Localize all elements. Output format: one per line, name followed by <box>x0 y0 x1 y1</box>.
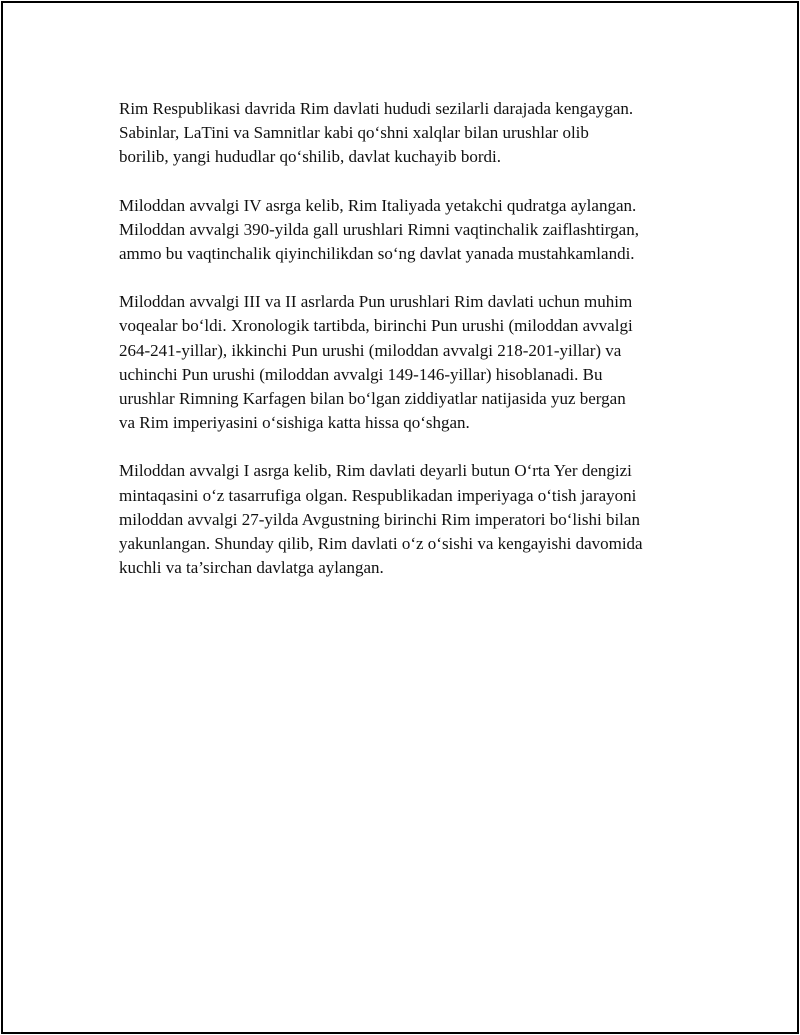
text-line: Miloddan avvalgi I asrga kelib, Rim davlati deyarli butun O‘rta Yer dengizi <box>119 461 632 481</box>
paragraph-2 <box>119 194 699 267</box>
text-line: Sabinlar, LaTini va Samnitlar kabi qo‘shni xalqlar bilan urushlar olib <box>119 123 589 143</box>
document-page <box>1 1 799 1034</box>
text-line: Miloddan avvalgi 390-yilda gall urushlari Rimni vaqtinchalik zaiflashtirgan, <box>119 219 639 239</box>
document-body <box>119 97 699 604</box>
text-line: Rim Respublikasi davrida Rim davlati hududi sezilarli darajada kengaygan. <box>119 99 634 118</box>
text-line: mintaqasini o‘z tasarrufiga olgan. Respublikadan imperiyaga o‘tish jarayoni <box>119 485 637 505</box>
paragraph-1 <box>119 97 699 170</box>
text-line: kuchli va ta’sirchan davlatga aylangan. <box>119 558 384 578</box>
text-line: miloddan avvalgi 27-yilda Avgustning birinchi Rim imperatori bo‘lishi bilan <box>119 509 640 529</box>
text-line: 264-241-yillar), ikkinchi Pun urushi (miloddan avvalgi 218-201-yillar) va <box>119 340 622 360</box>
text-line: ammo bu vaqtinchalik qiyinchilikdan so‘ng davlat yanada mustahkamlandi. <box>119 244 635 264</box>
paragraph-4 <box>119 459 699 580</box>
text-line: Miloddan avvalgi III va II asrlarda Pun urushlari Rim davlati uchun muhim <box>119 292 633 312</box>
text-line: Miloddan avvalgi IV asrga kelib, Rim Italiyada yetakchi qudratga aylangan. <box>119 195 637 215</box>
text-line: yakunlangan. Shunday qilib, Rim davlati o‘z o‘sishi va kengayishi davomida <box>119 534 643 554</box>
text-line: va Rim imperiyasini o‘sishiga katta hissa qo‘shgan. <box>119 413 470 433</box>
text-line: uchinchi Pun urushi (miloddan avvalgi 149-146-yillar) hisoblanadi. Bu <box>119 364 603 384</box>
text-line: borilib, yangi hududlar qo‘shilib, davlat kuchayib bordi. <box>119 147 501 167</box>
text-line: urushlar Rimning Karfagen bilan bo‘lgan ziddiyatlar natijasida yuz bergan <box>119 389 626 409</box>
text-line: voqealar bo‘ldi. Xronologik tartibda, birinchi Pun urushi (miloddan avvalgi <box>119 316 633 336</box>
paragraph-3 <box>119 290 699 435</box>
